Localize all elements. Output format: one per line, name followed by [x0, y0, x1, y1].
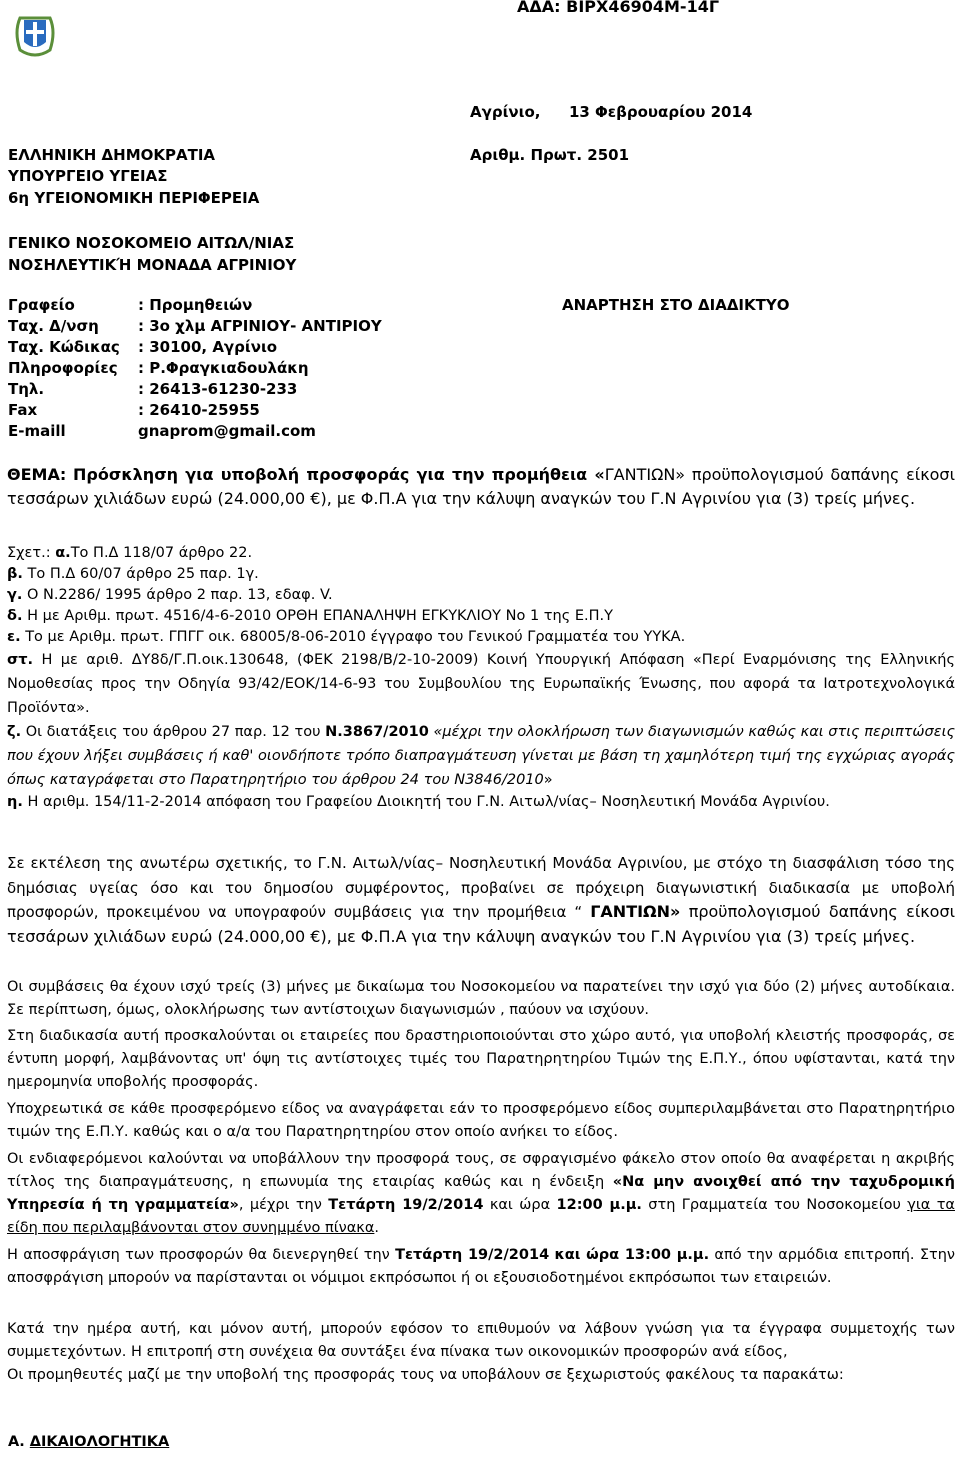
body-bold: ΓΑΝΤΙΩΝ»	[590, 902, 681, 921]
body-bold: Τετάρτη 19/2/2014	[395, 1247, 550, 1263]
reference-mark: η.	[7, 794, 23, 810]
contact-row	[0, 401, 480, 422]
contact-row	[0, 380, 480, 401]
contact-value: : 26413-61230-233	[138, 380, 298, 398]
issuer-line-2: ΥΠΟΥΡΓΕΙΟ ΥΓΕΙΑΣ	[8, 167, 168, 185]
contact-email[interactable]: gnaprom@gmail.com	[138, 422, 316, 440]
ada-line	[517, 0, 719, 16]
contact-row	[0, 359, 480, 380]
reference-item	[7, 543, 955, 564]
issuer-line-4: ΓΕΝΙΚΟ ΝΟΣΟΚΟΜΕΙΟ ΑΙΤΩΛ/ΝΙΑΣ	[8, 234, 295, 252]
ada-value: ΒΙΡΧ46904Μ-14Γ	[566, 0, 720, 16]
contact-row	[0, 422, 480, 443]
issuer-line-5: ΝΟΣΗΛΕΥΤΙΚΉ ΜΟΝΑΔΑ ΑΓΡΙΝΙΟΥ	[8, 256, 297, 274]
subject-text: ΓΑΝΤΙΩΝ» προϋπολογισμού δαπάνης είκοσι τεσσάρων χιλιάδων ευρώ (24.000,00 €), με Φ.Π.Α για την κάλυψη αναγκών του Γ.Ν Αγρινίου για (3) τρείς μήνες.	[7, 465, 955, 508]
reference-text: Οι διατάξεις του άρθρου 27 παρ. 12 του	[21, 724, 326, 740]
contact-label: Πληροφορίες	[8, 359, 118, 377]
reference-text: Το Π.Δ 118/07 άρθρο 22.	[70, 545, 253, 561]
body-text: .	[374, 1220, 379, 1236]
body-underlined: για τα είδη που περιλαμβάνονται στον συνημμένο πίνακα	[7, 1197, 955, 1236]
reference-mark: στ.	[7, 652, 34, 668]
protocol-number: 2501	[587, 146, 630, 164]
issuer-line-3: 6η ΥΓΕΙΟΝΟΜΙΚΗ ΠΕΡΙΦΕΡΕΙΑ	[8, 189, 260, 207]
body-paragraph-1	[7, 851, 955, 949]
ada-label: ΑΔΑ:	[517, 0, 561, 16]
reference-item	[7, 564, 955, 585]
body-text: στη Γραμματεία του Νοσοκομείου	[641, 1197, 908, 1213]
issuer-line-1: ΕΛΛΗΝΙΚΗ ΔΗΜΟΚΡΑΤΙΑ	[8, 146, 216, 164]
body-paragraph-8: Οι προμηθευτές μαζί με την υποβολή της προσφοράς τους να υποβάλουν σε ξεχωριστούς φακέλους τα παρακάτω:	[7, 1367, 844, 1383]
reference-item	[7, 606, 955, 627]
subject-label: ΘΕΜΑ:	[7, 465, 67, 484]
date-value: 13 Φεβρουαρίου 2014	[568, 103, 753, 121]
body-bold: 12:00 μ.μ.	[556, 1197, 642, 1213]
reference-text: Το Π.Δ 60/07 άρθρο 25 παρ. 1γ.	[22, 566, 259, 582]
contact-label: Fax	[8, 401, 38, 419]
reference-mark: ζ.	[7, 724, 22, 740]
contact-value: : 3ο χλμ ΑΓΡΙΝΙΟΥ- ΑΝΤΙΡΙΟΥ	[138, 317, 382, 335]
posting-note: ΑΝΑΡΤΗΣΗ ΣΤΟ ΔΙΑΔΙΚΤΥΟ	[562, 296, 790, 314]
body-bold: Τετάρτη 19/2/2014	[328, 1197, 484, 1213]
body-text: Οι ενδιαφερόμενοι καλούνται να υποβάλλουν την προσφορά τους, σε σφραγισμένο φάκελο στον οποίο θα αναφέρεται η ακριβής τίτλος της διαπραγμάτευσης, η επωνυμία της εταιρίας καθώς και η ένδειξη	[7, 1151, 955, 1190]
contact-row	[0, 338, 480, 359]
body-paragraph-3: Στη διαδικασία αυτή προσκαλούνται οι εταιρείες που δραστηριοποιούνται στο χώρο αυτό, για υποβολή κλειστής προσφοράς, σε έντυπη μορφή, λαμβάνοντας υπ' όψη τις αντίστοιχες τιμές του Παρατηρητηρίου Τιμών της Ε.Π.Υ., όπου υφίστανται, κατά την ημερομηνία υποβολής προσφοράς.	[7, 1028, 955, 1090]
reference-quote-end: »	[543, 772, 553, 788]
body-bold: «Να μην ανοιχθεί από την ταχυδρομική Υπηρεσία ή τη γραμματεία»	[7, 1174, 955, 1213]
contact-value: : 30100, Αγρίνιο	[138, 338, 278, 356]
body-paragraph-5	[7, 1148, 955, 1240]
subject-paragraph	[7, 463, 955, 511]
body-text: , μέχρι την	[238, 1197, 329, 1213]
reference-quote: «μέχρι την ολοκλήρωση των διαγωνισμών καθώς και στις περιπτώσεις που έχουν λήξει συμβάσεις ή καθ' οιονδήποτε τρόπο διαπραγμάτευση γίνεται με βάση τη χαμηλότερη τιμή της εγχώριας αγοράς όπως καταγράφεται στο Παρατηρητήριο του άρθρου 24 του Ν3846/2010	[7, 724, 955, 788]
body-paragraph-6	[7, 1244, 955, 1290]
reference-text: Η με αριθ. ΔΥ8δ/Γ.Π.οικ.130648, (ΦΕΚ 2198/Β/2-10-2009) Κοινή Υπουργική Απόφαση «Περί Εναρμόνισης της Ελληνικής Νομοθεσίας προς την Οδηγία 93/42/ΕΟΚ/14-6-93 του Συμβουλίου της Ευρωπαϊκής Ένωσης, που αφορά τα Ιατροτεχνολογικά Προϊόντα».	[7, 652, 955, 716]
body-text: Σε εκτέλεση της ανωτέρω σχετικής, το Γ.Ν. Αιτωλ/νίας– Νοσηλευτική Μονάδα Αγρινίου, με στόχο τη διασφάλιση τόσο της δημόσιας υγείας όσο και του δημοσίου συμφέροντος, προβαίνει σε πρόχειρη διαγωνιστική διαδικασία με υποβολή προσφορών, προκειμένου να υπογραφούν συμβάσεις για την προμήθεια “	[7, 854, 955, 921]
reference-item	[7, 648, 955, 720]
body-paragraph-4: Υποχρεωτικά σε κάθε προσφερόμενο είδος να αναγράφεται εάν το προσφερόμενο είδος συμπεριλαμβάνεται στο Παρατηρητήριο τιμών της Ε.Π.Υ. καθώς και ο α/α του Παρατηρητηρίου στον οποίο ανήκει το είδος.	[7, 1101, 955, 1140]
reference-mark: γ.	[7, 587, 23, 603]
reference-text: Η αριθμ. 154/11-2-2014 απόφαση του Γραφείου Διοικητή του Γ.Ν. Αιτωλ/νίας– Νοσηλευτική Μονάδα Αγρινίου.	[22, 794, 830, 810]
reference-item	[7, 792, 955, 813]
subject-bold-text: Πρόσκληση για υποβολή προσφοράς για την προμήθεια «	[73, 465, 605, 484]
contact-label: Ταχ. Κώδικας	[8, 338, 120, 356]
body-text: προϋπολογισμού δαπάνης είκοσι τεσσάρων χιλιάδων ευρώ (24.000,00 €), με Φ.Π.Α για την κάλυψη αναγκών του Γ.Ν Αγρινίου για (3) τρείς μήνες.	[7, 902, 956, 946]
section-heading	[8, 1434, 169, 1450]
reference-mark: δ.	[7, 608, 23, 624]
contact-label: Τηλ.	[8, 380, 45, 398]
contact-value: : 26410-25955	[138, 401, 260, 419]
contact-value: : Ρ.Φραγκιαδουλάκη	[138, 359, 309, 377]
body-text: και ώρα	[483, 1197, 557, 1213]
reference-law: Ν.3867/2010	[325, 724, 429, 740]
reference-text: Η με Αριθμ. πρωτ. 4516/4-6-2010 ΟΡΘΗ ΕΠΑΝΑΛΗΨΗ ΕΓΚΥΚΛΙΟΥ Νο 1 της Ε.Π.Υ	[22, 608, 613, 624]
body-bold: και ώρα 13:00 μ.μ.	[554, 1247, 710, 1263]
coat-of-arms-emblem	[10, 10, 60, 62]
reference-item	[7, 585, 955, 606]
reference-mark: β.	[7, 566, 23, 582]
references-intro: Σχετ.:	[7, 545, 51, 561]
reference-text: Ο Ν.2286/ 1995 άρθρο 2 παρ. 13, εδαφ. V.	[22, 587, 333, 603]
body-text: Η αποσφράγιση των προσφορών θα διενεργηθεί την	[7, 1247, 396, 1263]
protocol-label: Αριθμ. Πρωτ.	[470, 146, 583, 164]
body-paragraph-2: Οι συμβάσεις θα έχουν ισχύ τρείς (3) μήνες με δικαίωμα του Νοσοκομείου να παρατείνει την ισχύ για δύο (2) μήνες αυτοδίκαια. Σε περίπτωση, όμως, ολοκλήρωσης των αντίστοιχων διαγωνισμών , παύουν να ισχύουν.	[7, 979, 955, 1018]
reference-text: Το με Αριθμ. πρωτ. ΓΠΓΓ οικ. 68005/8-06-2010 έγγραφο του Γενικού Γραμματέα του ΥΥΚΑ.	[20, 629, 686, 645]
body-paragraph-7: Κατά την ημέρα αυτή, και μόνον αυτή, μπορούν εφόσον το επιθυμούν να λάβουν γνώση για τα έγγραφα συμμετοχής των συμμετεχόντων. Η επιτροπή στη συνέχεια θα συντάξει ένα πίνακα των οικονομικών προσφορών ανά είδος,	[7, 1321, 955, 1360]
reference-mark: ε.	[7, 629, 21, 645]
body-text: από την αρμόδια επιτροπή. Στην αποσφράγιση μπορούν να παρίστανται οι νόμιμοι εκπρόσωποι ή οι εξουσιοδοτημένοι εκπρόσωποι των εταιρειών.	[7, 1247, 956, 1286]
references-block	[7, 543, 955, 813]
contact-value: : Προμηθειών	[138, 296, 253, 314]
date-city: Αγρίνιο,	[470, 103, 541, 121]
contact-label: E-maill	[8, 422, 66, 440]
section-title: ΔΙΚΑΙΟΛΟΓΗΤΙΚΑ	[29, 1434, 170, 1450]
contact-row	[0, 296, 480, 317]
contact-label: Ταχ. Δ/νση	[8, 317, 99, 335]
protocol-line	[470, 146, 629, 164]
reference-item-zeta	[7, 720, 955, 792]
contact-block	[0, 296, 480, 446]
reference-mark: α.	[55, 545, 71, 561]
section-mark: Α.	[8, 1434, 25, 1450]
date-line	[470, 103, 752, 121]
contact-label: Γραφείο	[8, 296, 75, 314]
contact-row	[0, 317, 480, 338]
reference-item	[7, 627, 955, 648]
